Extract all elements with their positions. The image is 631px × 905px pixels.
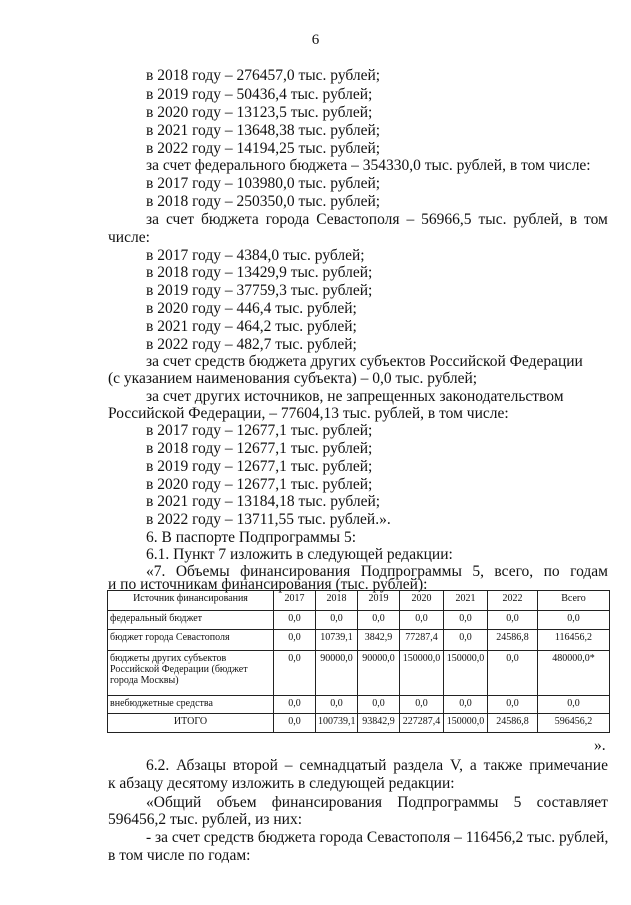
quote-text-word: 5, [472,563,484,580]
year-line: в 2022 году – 482,7 тыс. рублей; [146,336,357,353]
table-row [108,696,610,714]
quote-text-word: по [543,563,560,580]
justified-line [146,794,608,812]
quote-text-word: Объемы [175,563,230,580]
table-cell: 3842,9 [358,630,400,651]
total-financing-text-word: финансирования [271,794,382,811]
table-cell: 0,0 [444,630,488,651]
table-cell: 0,0 [358,611,400,630]
table-cell: 0,0 [274,651,316,696]
table-cell: 0,0 [274,696,316,714]
table-cell: 0,0 [274,630,316,651]
item-6-2-text-word: V, [449,757,464,774]
table-cell: 0,0 [444,611,488,630]
table-cell: 0,0 [538,611,610,630]
table-cell: 93842,9 [358,714,400,733]
total-financing-text-word: Подпрограммы [397,794,499,811]
quote-text-word: Подпрограммы [360,563,462,580]
sevastopol-text-word: бюджета [200,211,259,228]
table-row-total [108,714,610,733]
table-header-row [108,591,610,611]
year-line: в 2017 году – 103980,0 тыс. рублей; [146,175,381,192]
table-cell: 0,0 [488,611,538,630]
item-6-2-text-word: семнадцатый [299,757,387,774]
justified-line [146,757,608,775]
table-cell: 24586,8 [488,630,538,651]
page-number: 6 [311,32,320,48]
table-cell: 0,0 [316,611,358,630]
year-line: в 2021 году – 13184,18 тыс. рублей; [146,493,381,510]
item-6-2-text-word: также [483,757,523,774]
table-cell: 0,0 [538,696,610,714]
item-6-2-line-cont: к абзацу десятому изложить в следующей редакции: [108,775,455,792]
table-cell: 0,0 [400,611,444,630]
other-sources-line: за счет других источников, не запрещенных законодательством [146,388,564,405]
rf-subjects-line: за счет средств бюджета других субъектов Российской Федерации [146,353,583,370]
table-cell: 150000,0 [444,651,488,696]
item-6-2-text-word: второй [232,757,278,774]
year-line: в 2020 году – 12677,1 тыс. рублей; [146,476,373,493]
column-header: 2019 [358,591,400,611]
other-sources-line-cont: Российской Федерации, – 77604,13 тыс. рублей, в том числе: [108,405,509,422]
item-6-1: 6.1. Пункт 7 изложить в следующей редакции: [146,546,453,563]
table-cell: 150000,0 [400,651,444,696]
federal-budget-line: за счет федерального бюджета – 354330,0 тыс. рублей, в том числе: [146,157,591,174]
closing-quote: ». [594,737,606,754]
year-line: в 2017 году – 12677,1 тыс. рублей; [146,422,373,439]
sevastopol-text-word: в [569,211,578,228]
table-cell: 10739,1 [316,630,358,651]
table-cell: 0,0 [488,651,538,696]
table-cell: бюджет города Севастополя [108,630,274,651]
table-cell: 77287,4 [400,630,444,651]
quote-text-word: всего, [494,563,534,580]
item-6-2-text-word: Абзацы [176,757,227,774]
table-cell: 227287,4 [400,714,444,733]
sevastopol-text-word: – [406,211,415,228]
table-cell: 24586,8 [488,714,538,733]
justified-line [146,211,608,229]
column-header: 2017 [274,591,316,611]
table-cell: 0,0 [274,611,316,630]
table-cell: 0,0 [400,696,444,714]
item-6: 6. В паспорте Подпрограммы 5: [146,529,357,546]
item-6-2-text-word: а [469,757,477,774]
year-line: в 2018 году – 12677,1 тыс. рублей; [146,440,373,457]
year-line: в 2021 году – 464,2 тыс. рублей; [146,318,357,335]
column-header: 2018 [316,591,358,611]
sevastopol-budget-line [146,211,608,229]
table-cell: 596456,2 [538,714,610,733]
table-cell: 0,0 [488,696,538,714]
table-row [108,630,610,651]
year-line: в 2019 году – 37759,3 тыс. рублей; [146,282,373,299]
financing-table [107,590,610,733]
table-cell: 480000,0* [538,651,610,696]
item-6-2-text-word: 6.2. [146,757,170,774]
table-cell: внебюджетные средства [108,696,274,714]
year-line: в 2017 году – 4384,0 тыс. рублей; [146,247,365,264]
year-line: в 2018 году – 250350,0 тыс. рублей; [146,193,381,210]
total-financing-text-word: «Общий [146,794,202,811]
sevastopol-funds-line-cont: в том числе по годам: [108,847,251,864]
year-line: в 2019 году – 12677,1 тыс. рублей; [146,458,373,475]
year-line: в 2020 году – 446,4 тыс. рублей; [146,300,357,317]
sevastopol-budget-line-cont: числе: [108,229,150,246]
table-cell: бюджеты других субъектов Российской Федерации (бюджет города Москвы) [108,651,274,696]
column-header: 2020 [400,591,444,611]
table-cell: 0,0 [274,714,316,733]
table-cell: 90000,0 [358,651,400,696]
year-line: в 2020 году – 13123,5 тыс. рублей; [146,104,373,121]
year-line: в 2018 году – 13429,9 тыс. рублей; [146,264,373,281]
year-line: в 2022 году – 13711,55 тыс. рублей.». [146,511,391,528]
sevastopol-text-word: счет [165,211,194,228]
table-row [108,611,610,630]
item-6-2-line [146,757,608,775]
table-cell: 90000,0 [316,651,358,696]
sevastopol-text-word: рублей, [513,211,563,228]
sevastopol-text-word: Севастополя [316,211,400,228]
column-header: Всего [538,591,610,611]
year-line: в 2022 году – 14194,25 тыс. рублей; [146,140,381,157]
total-financing-line-cont: 596456,2 тыс. рублей, из них: [108,811,303,828]
table-row [108,651,610,696]
sevastopol-text-word: 56966,5 [421,211,472,228]
sevastopol-funds-line: - за счет средств бюджета города Севастополя – 116456,2 тыс. рублей, [146,829,609,846]
year-line: в 2019 году – 50436,4 тыс. рублей; [146,86,373,103]
sevastopol-text-word: города [265,211,310,228]
table-cell: 116456,2 [538,630,610,651]
total-financing-text-word: составляет [536,794,608,811]
quote-text-word: «7. [146,563,166,580]
total-financing-line [146,794,608,812]
column-header: 2022 [488,591,538,611]
item-6-2-text-word: раздела [393,757,444,774]
year-line: в 2018 году – 276457,0 тыс. рублей; [146,67,381,84]
table-cell: 150000,0 [444,714,488,733]
quote-line-cont: и по источникам финансирования (тыс. рублей): [108,576,428,593]
quote-text-word: годам [570,563,608,580]
sevastopol-text-word: тыс. [478,211,507,228]
table-cell: 0,0 [316,696,358,714]
table-cell: 0,0 [444,696,488,714]
column-header: 2021 [444,591,488,611]
year-line: в 2021 году – 13648,38 тыс. рублей; [146,122,381,139]
table-cell: ИТОГО [108,714,274,733]
sevastopol-text-word: за [146,211,160,228]
column-header: Источник финансирования [108,591,274,611]
total-financing-text-word: 5 [513,794,522,811]
rf-subjects-line-cont: (с указанием наименования субъекта) – 0,0 тыс. рублей; [108,370,478,387]
table-cell: 100739,1 [316,714,358,733]
item-6-2-text-word: – [284,757,293,774]
table-cell: федеральный бюджет [108,611,274,630]
sevastopol-text-word: том [584,211,608,228]
item-6-2-text-word: примечание [529,757,608,774]
quote-text-word: финансирования [240,563,351,580]
table-cell: 0,0 [358,696,400,714]
total-financing-text-word: объем [216,794,257,811]
